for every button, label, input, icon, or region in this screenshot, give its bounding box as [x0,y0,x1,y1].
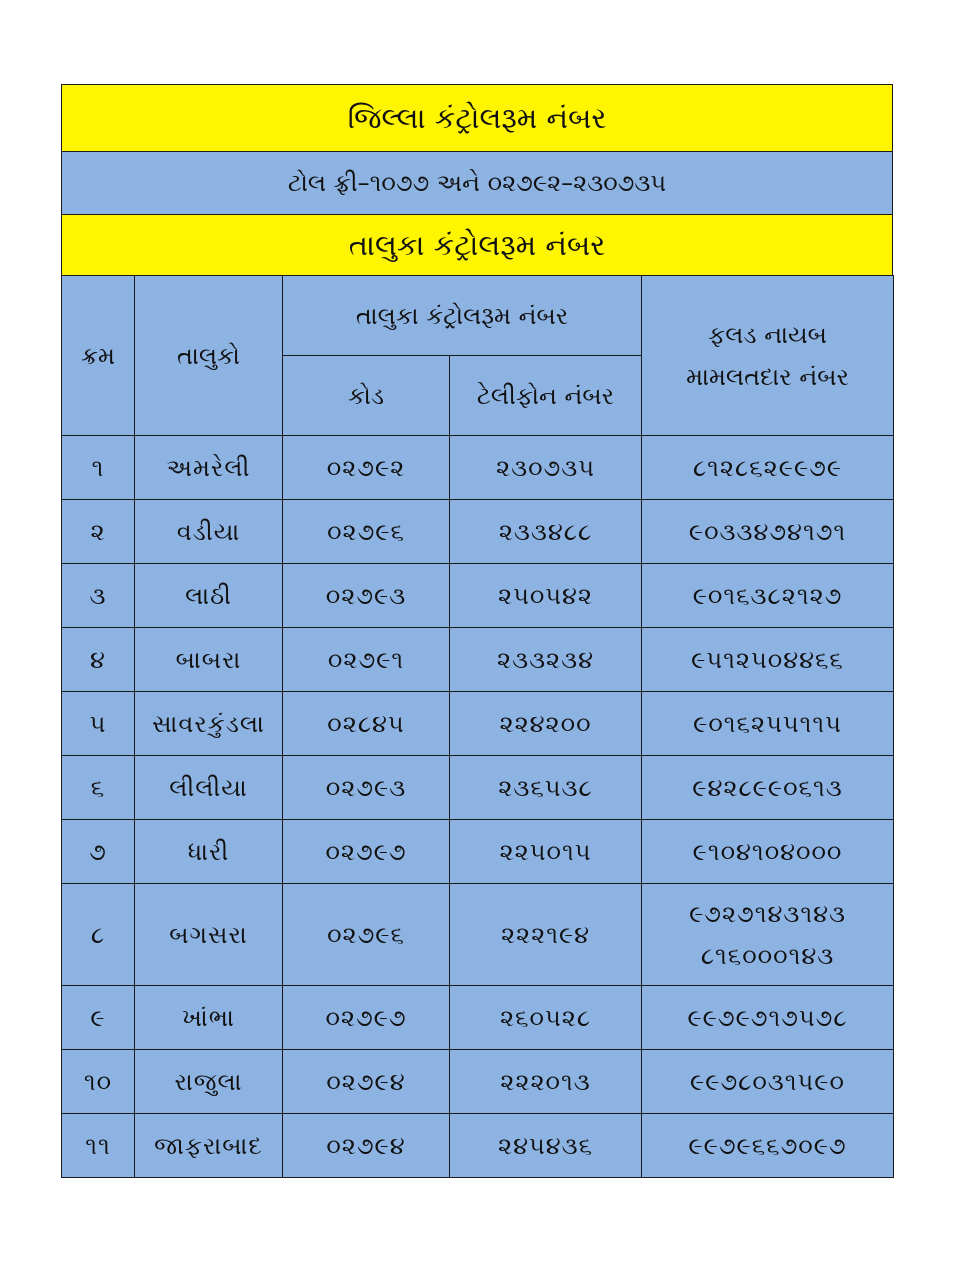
phone-cell: ૨૩૩૨૩૪ [450,628,642,692]
mobile-cell: ૯૯૭૯૬૬૭૦૯૭ [642,1114,894,1178]
table-row [62,820,894,884]
code-cell: ૦૨૭૯૭ [283,820,450,884]
mobile-cell: ૯૦૧૬૨૫૫૧૧૫ [642,692,894,756]
table-row [62,1050,894,1114]
taluka-cell: લાઠી [135,564,283,628]
mobile-cell: ૯૦૩૩૪૭૪૧૭૧ [642,500,894,564]
mobile-cell: ૯૯૭૮૦૩૧૫૯૦ [642,1050,894,1114]
taluka-cell: ખાંભા [135,986,283,1050]
mobile-cell: ૮૧૨૮૬૨૯૯૭૯ [642,436,894,500]
taluka-cell: જાફરાબાદ [135,1114,283,1178]
taluka-cell: ધારી [135,820,283,884]
serial-cell: ૮ [62,884,135,986]
mobile-cell: ૯૦૧૬૩૮૨૧૨૭ [642,564,894,628]
control-room-sheet [61,84,893,1178]
mobile-cell: ૯૪૨૮૯૯૦૬૧૩ [642,756,894,820]
phone-cell: ૨૩૩૪૮૮ [450,500,642,564]
taluka-cell: રાજુલા [135,1050,283,1114]
mobile-number-2: ૮૧૬૦૦૦૧૪૩ [700,941,835,970]
table-row [62,628,894,692]
phone-cell: ૨૬૦૫૨૮ [450,986,642,1050]
telephone-header: ટેલીફોન નંબર [450,356,642,436]
phone-cell: ૨૫૦૫૪૨ [450,564,642,628]
code-cell: ૦૨૭૯૩ [283,564,450,628]
serial-cell: ૧૧ [62,1114,135,1178]
table-row [62,436,894,500]
taluka-cell: બાબરા [135,628,283,692]
deputy-mamlatdar-header [642,276,894,436]
mobile-cell: ૯૯૭૯૭૧૭૫૭૮ [642,986,894,1050]
toll-free-numbers: ટોલ ફ્રી–૧૦૭૭ અને ૦૨૭૯૨–૨૩૦૭૩૫ [287,169,667,197]
mobile-number-1: ૯૭૨૭૧૪૩૧૪૩ [689,899,846,928]
code-cell: ૦૨૭૯૭ [283,986,450,1050]
phone-cell: ૨૨૫૦૧૫ [450,820,642,884]
phone-cell: ૨૩૦૭૩૫ [450,436,642,500]
code-cell: ૦૨૭૯૬ [283,500,450,564]
code-header: કોડ [283,356,450,436]
phone-cell: ૨૨૪૨૦૦ [450,692,642,756]
serial-cell: ૬ [62,756,135,820]
table-row [62,986,894,1050]
serial-cell: ૭ [62,820,135,884]
taluka-cell: અમરેલી [135,436,283,500]
serial-cell: ૨ [62,500,135,564]
mobile-cell: ૯૫૧૨૫૦૪૪૬૬ [642,628,894,692]
code-cell: ૦૨૭૯૬ [283,884,450,986]
serial-cell: ૩ [62,564,135,628]
phone-cell: ૨૨૨૧૯૪ [450,884,642,986]
serial-cell: ૧૦ [62,1050,135,1114]
code-cell: ૦૨૭૯૪ [283,1114,450,1178]
code-cell: ૦૨૭૯૨ [283,436,450,500]
table-row [62,564,894,628]
serial-cell: ૫ [62,692,135,756]
deputy-header-line1: ફલડ નાયબ [708,320,827,349]
taluka-cell: લીલીયા [135,756,283,820]
taluka-header: તાલુકો [135,276,283,436]
serial-cell: ૪ [62,628,135,692]
table-row [62,756,894,820]
table-body [62,436,894,1178]
taluka-title-band [61,214,893,275]
district-title: જિલ્લા કંટ્રોલરૂમ નંબર [347,100,607,135]
serial-cell: ૧ [62,436,135,500]
table-row [62,500,894,564]
code-cell: ૦૨૭૯૪ [283,1050,450,1114]
taluka-table [61,275,894,1178]
deputy-header-line2: મામલતદાર નંબર [686,362,849,391]
phone-cell: ૨૩૬૫૩૮ [450,756,642,820]
taluka-cell: વડીયા [135,500,283,564]
serial-cell: ૯ [62,986,135,1050]
code-cell: ૦૨૭૯૩ [283,756,450,820]
taluka-title: તાલુકા કંટ્રોલરૂમ નંબર [348,227,606,262]
table-row [62,884,894,986]
code-cell: ૦૨૭૯૧ [283,628,450,692]
table-row [62,692,894,756]
phone-cell: ૨૪૫૪૩૬ [450,1114,642,1178]
toll-free-band [61,151,893,214]
phone-cell: ૨૨૨૦૧૩ [450,1050,642,1114]
district-title-band [61,84,893,151]
mobile-cell [642,884,894,986]
table-row [62,1114,894,1178]
code-cell: ૦૨૮૪૫ [283,692,450,756]
taluka-cell: બગસરા [135,884,283,986]
serial-header: ક્રમ [62,276,135,436]
control-room-header: તાલુકા કંટ્રોલરૂમ નંબર [283,276,642,356]
mobile-cell: ૯૧૦૪૧૦૪૦૦૦ [642,820,894,884]
taluka-cell: સાવરકુંડલા [135,692,283,756]
